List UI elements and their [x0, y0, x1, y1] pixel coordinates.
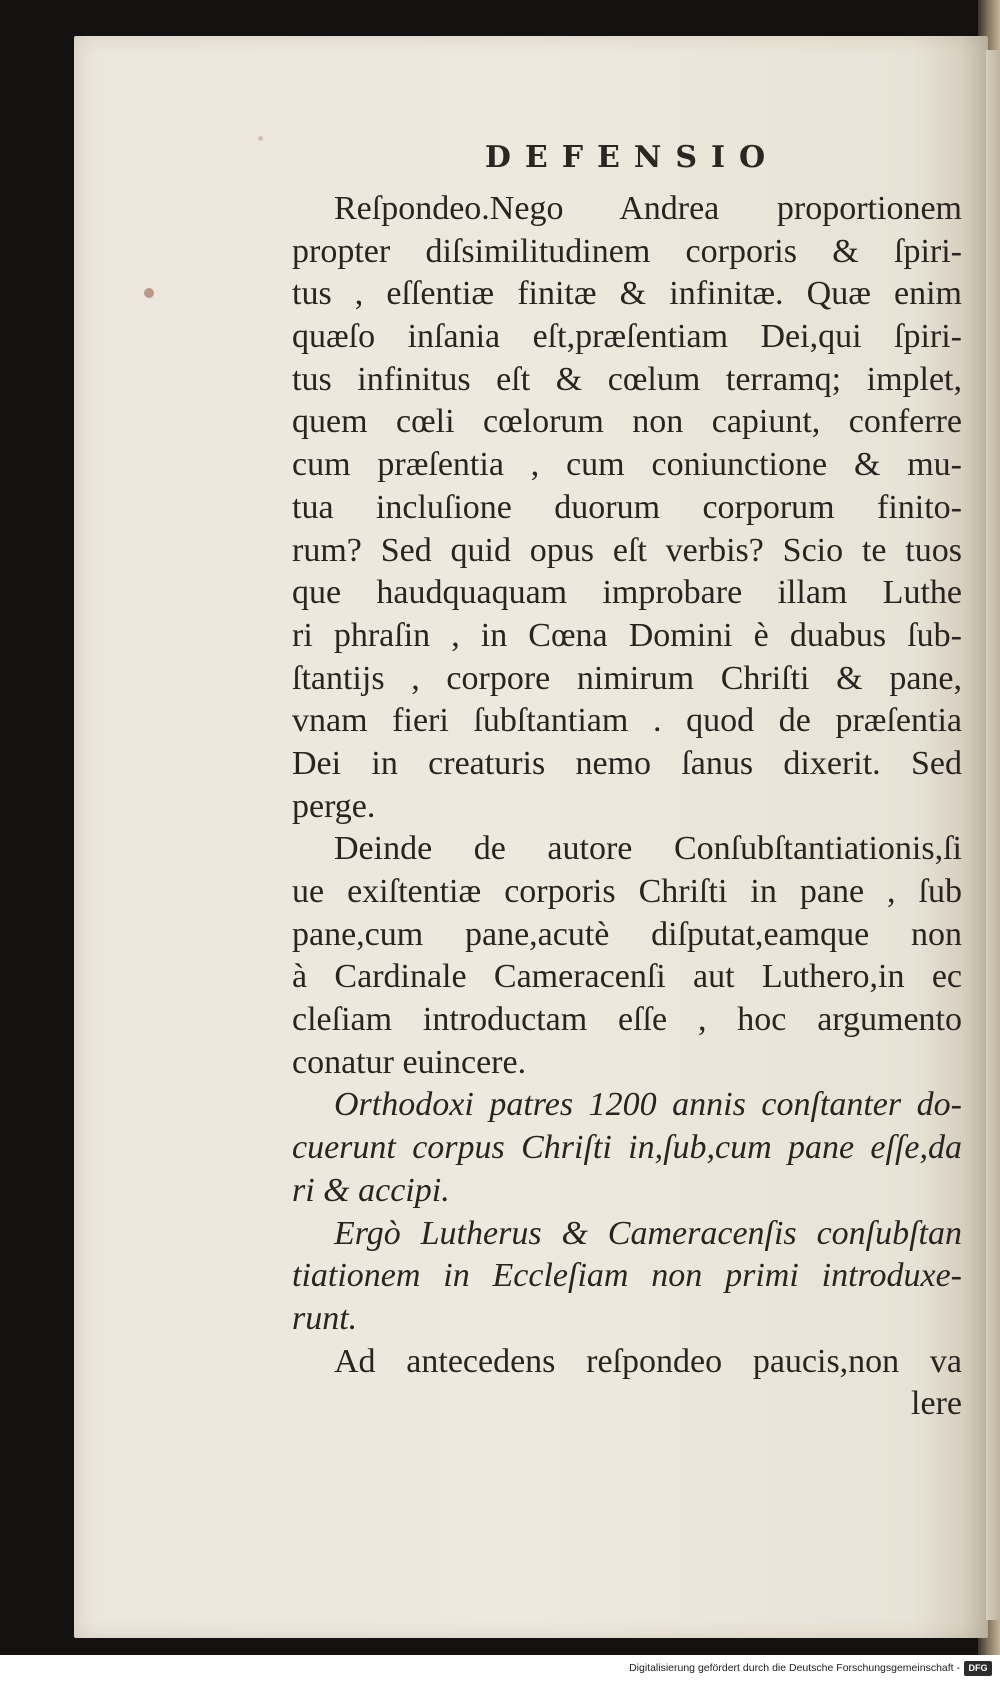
- text-line: Dei in creaturis nemo ſanus dixerit. Sed: [292, 744, 962, 782]
- text-line: tus infinitus eſt & cœlum terramq; implet,: [292, 360, 962, 398]
- dfg-logo: DFG: [964, 1661, 992, 1676]
- text-line: à Cardinale Cameracenſi aut Luthero,in ec: [292, 958, 962, 996]
- text-line: conatur euincere.: [292, 1043, 527, 1081]
- body-text: [292, 188, 962, 1383]
- page-edge: [986, 50, 1000, 1620]
- footer-credit: Digitalisierung gefördert durch die Deutsche Forschungsgemeinschaft -: [629, 1662, 960, 1674]
- text-line: vnam fieri ſubſtantiam . quod de præſentia: [292, 702, 962, 740]
- text-line: Reſpondeo.Nego Andrea proportionem: [334, 190, 962, 227]
- text-line: ri & accipi.: [292, 1171, 450, 1209]
- text-line: ue exiſtentiæ corporis Chriſti in pane , ſub: [292, 873, 962, 910]
- text-line: que haudquaquam improbare illam Luthe: [292, 574, 962, 612]
- text-line: tus , eſſentiæ finitæ & infinitæ. Quæ enim: [292, 275, 962, 313]
- text-line: tiationem in Eccleſiam non primi introduxe-: [292, 1257, 962, 1295]
- text-line: ri phraſin , in Cœna Domini è duabus ſub-: [292, 616, 962, 654]
- text-line: ſtantijs , corpore nimirum Chriſti & pane,: [292, 659, 962, 697]
- text-line: tua incluſione duorum corporum finito-: [292, 488, 962, 526]
- text-line: cum præſentia , cum coniunctione & mu-: [292, 446, 962, 484]
- footer-bar: [0, 1660, 1000, 1681]
- text-block: [292, 138, 962, 1426]
- text-line: quem cœli cœlorum non capiunt, conferre: [292, 403, 962, 441]
- text-line: cuerunt corpus Chriſti in,ſub,cum pane eſſe,da: [292, 1129, 962, 1167]
- text-line: cleſiam introductam eſſe , hoc argumento: [292, 1001, 962, 1039]
- text-line: Orthodoxi patres 1200 annis conſtanter do-: [334, 1086, 962, 1124]
- foxing-spot: [258, 136, 263, 141]
- text-line: Deinde de autore Conſubſtantiationis,ſi: [334, 830, 962, 868]
- text-line: rum? Sed quid opus eſt verbis? Scio te tuos: [292, 531, 962, 569]
- running-head: DEFENSIO: [484, 140, 780, 175]
- foxing-spot: [144, 288, 154, 298]
- text-line: Ergò Lutherus & Cameracenſis conſubſtan: [334, 1214, 962, 1252]
- text-line: quæſo inſania eſt,præſentiam Dei,qui ſpiri-: [292, 318, 962, 356]
- text-line: runt.: [292, 1299, 358, 1337]
- text-line: Ad antecedens reſpondeo paucis,non va: [334, 1342, 962, 1380]
- text-line: pane,cum pane,acutè diſputat,eamque non: [292, 915, 962, 953]
- text-line: propter diſsimilitudinem corporis & ſpiri-: [292, 232, 962, 270]
- text-line: perge.: [292, 787, 376, 825]
- catchword: lere: [911, 1385, 962, 1423]
